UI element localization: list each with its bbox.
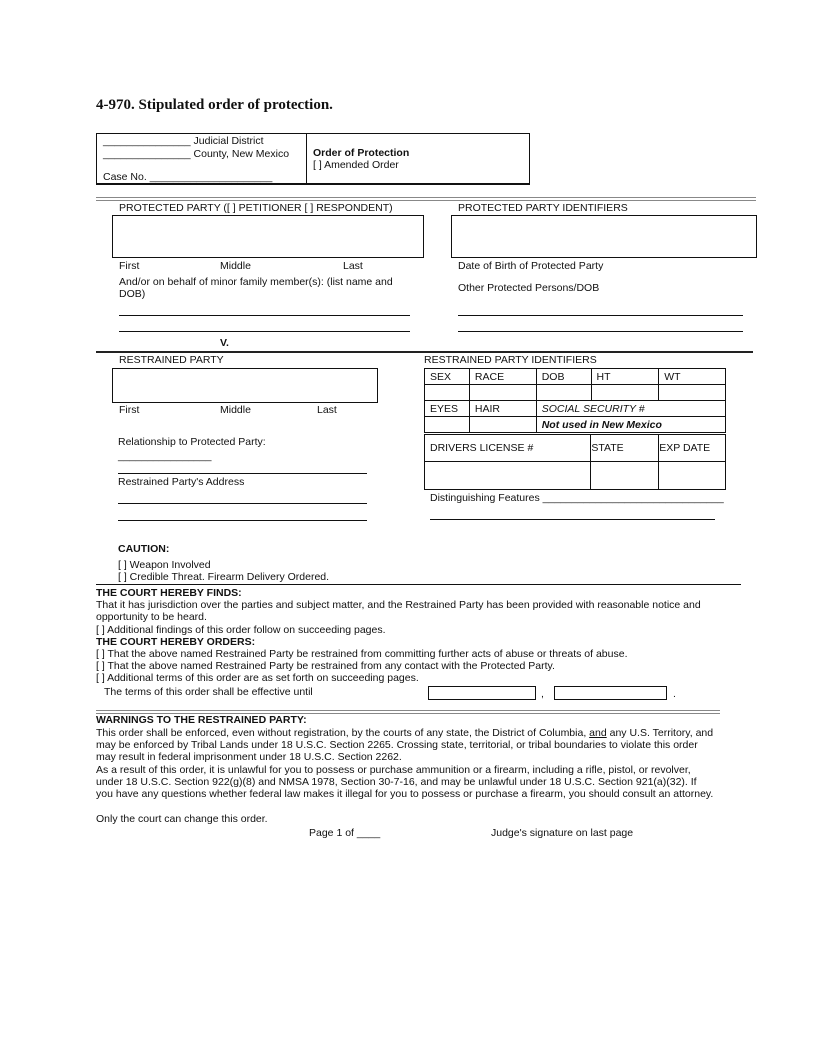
versus-label: V. xyxy=(220,337,229,349)
relationship-label: Relationship to Protected Party: xyxy=(118,436,266,448)
license-table xyxy=(424,434,726,490)
warnings-paragraph-2: As a result of this order, it is unlawful for you to possess or purchase ammunition or a firearm, including a rifle, pistol, or revolver, under 18 U.S.C. Section 922(g)(8) and NMSA 1978, Section 30-7-16, and may be unlawful under 18 U.S.C. Section 921(a)(32). If you have any questions whether federal law makes it illegal for you to possess or purchase a firearm, you should consult an attorney. xyxy=(96,764,714,801)
protected-first-label: First xyxy=(119,260,140,272)
drivers-license-field[interactable] xyxy=(425,462,591,490)
race-field[interactable] xyxy=(469,385,536,401)
restrained-last-label: Last xyxy=(317,404,337,416)
restrained-identifiers-table xyxy=(424,368,726,433)
case-no-blank[interactable]: _____________________ xyxy=(149,171,273,183)
license-exp-date-field[interactable] xyxy=(659,462,726,490)
order-additional-terms-checkbox[interactable]: [ ] Additional terms of this order are as set forth on succeeding pages. xyxy=(96,672,419,684)
district-label: Judicial District xyxy=(193,135,264,147)
warnings-p1-end: any U.S. Territory, and may be enforced by Tribal Lands under 18 U.S.C. Section 2265. Crossing state, territorial, or tribal boundaries to violate this order may result in federal imprisonment under 18 U.S.C. Section 2262. xyxy=(96,727,714,764)
additional-findings-checkbox[interactable]: [ ] Additional findings of this order follow on succeeding pages. xyxy=(96,624,386,636)
distinguishing-features-line[interactable] xyxy=(430,492,724,504)
ht-field[interactable] xyxy=(591,385,659,401)
findings-heading: THE COURT HEREBY FINDS: xyxy=(96,587,242,599)
eyes-field[interactable] xyxy=(425,417,470,433)
caution-heading: CAUTION: xyxy=(118,543,170,555)
effective-comma: , xyxy=(541,688,544,700)
county-label: County, New Mexico xyxy=(193,148,290,160)
page-number: Page 1 of ____ xyxy=(309,827,381,839)
race-label: RACE xyxy=(469,369,536,385)
protected-middle-label: Middle xyxy=(220,260,251,272)
order-no-contact-checkbox[interactable]: [ ] That the above named Restrained Party be restrained from any contact with the Protected Party. xyxy=(96,660,555,672)
wt-label: WT xyxy=(659,369,726,385)
warnings-p1-start: This order shall be enforced, even without registration, by the courts of any state, the District of Columbia, xyxy=(96,727,587,739)
sex-label: SEX xyxy=(425,369,470,385)
address-line-1[interactable] xyxy=(118,503,367,504)
license-state-field[interactable] xyxy=(591,462,659,490)
amended-order-checkbox[interactable]: [ ] Amended Order xyxy=(313,159,399,171)
restrained-party-heading: RESTRAINED PARTY xyxy=(119,354,224,366)
ht-label: HT xyxy=(591,369,659,385)
warnings-p1-and: and xyxy=(589,727,607,739)
protected-party-identifiers-field[interactable] xyxy=(451,215,757,258)
protected-dob-label: Date of Birth of Protected Party xyxy=(458,260,604,272)
other-persons-line-2[interactable] xyxy=(458,331,743,332)
restrained-identifiers-heading: RESTRAINED PARTY IDENTIFIERS xyxy=(424,354,597,366)
district-line[interactable] xyxy=(103,135,264,147)
orders-heading: THE COURT HEREBY ORDERS: xyxy=(96,636,256,648)
table-row xyxy=(425,369,726,385)
restrained-party-name-field[interactable] xyxy=(112,368,378,403)
weapon-involved-checkbox[interactable]: [ ] Weapon Involved xyxy=(118,559,211,571)
other-persons-line-1[interactable] xyxy=(458,315,743,316)
hair-field[interactable] xyxy=(469,417,536,433)
restrained-middle-label: Middle xyxy=(220,404,251,416)
findings-text: That it has jurisdiction over the parties and subject matter, and the Restrained Party has been provided with reasonable notice and opportunity to be heard. xyxy=(96,599,701,624)
other-protected-persons-label: Other Protected Persons/DOB xyxy=(458,282,600,294)
warnings-paragraph-1 xyxy=(96,727,716,764)
address-line-2[interactable] xyxy=(118,520,367,521)
order-title: Order of Protection xyxy=(313,147,410,159)
caution-divider xyxy=(96,584,741,585)
distinguishing-features-line-2[interactable] xyxy=(430,519,715,520)
case-no-line[interactable] xyxy=(103,171,272,183)
case-no-label: Case No. xyxy=(103,171,147,183)
drivers-license-label: DRIVERS LICENSE # xyxy=(425,435,591,462)
table-row xyxy=(425,417,726,433)
relationship-line[interactable] xyxy=(118,473,367,474)
wt-field[interactable] xyxy=(659,385,726,401)
protected-identifiers-heading: PROTECTED PARTY IDENTIFIERS xyxy=(458,202,628,214)
effective-until-field-1[interactable] xyxy=(428,686,536,700)
warnings-heading: WARNINGS TO THE RESTRAINED PARTY: xyxy=(96,714,307,726)
county-line[interactable] xyxy=(103,148,289,160)
effective-until-label: The terms of this order shall be effective until xyxy=(104,686,313,698)
section-divider xyxy=(96,197,756,201)
restrained-first-label: First xyxy=(119,404,140,416)
effective-period: . xyxy=(673,688,676,700)
versus-divider xyxy=(96,351,753,353)
minor-family-label: And/or on behalf of minor family member(s): (list name and DOB) xyxy=(119,276,393,301)
protected-party-name-field[interactable] xyxy=(112,215,424,258)
protected-last-label: Last xyxy=(343,260,363,272)
license-state-label: STATE xyxy=(591,435,659,462)
district-blank[interactable]: _______________ xyxy=(103,135,191,147)
table-row xyxy=(425,385,726,401)
minor-family-line-2[interactable] xyxy=(119,331,410,332)
protected-party-heading: PROTECTED PARTY ([ ] PETITIONER [ ] RESPONDENT) xyxy=(119,202,393,214)
distinguishing-features-blank[interactable]: _______________________________ xyxy=(542,492,724,504)
credible-threat-checkbox[interactable]: [ ] Credible Threat. Firearm Delivery Ordered. xyxy=(118,571,330,583)
order-no-abuse-checkbox[interactable]: [ ] That the above named Restrained Party be restrained from committing further acts of abuse or threats of abuse. xyxy=(96,648,628,660)
minor-family-line-1[interactable] xyxy=(119,315,410,316)
form-title: 4-970. Stipulated order of protection. xyxy=(96,97,333,113)
warnings-paragraph-3: Only the court can change this order. xyxy=(96,813,268,825)
dob-label: DOB xyxy=(536,369,591,385)
table-row xyxy=(425,435,726,462)
table-row xyxy=(425,462,726,490)
table-row xyxy=(425,401,726,417)
relationship-blank[interactable]: ________________ xyxy=(118,450,212,462)
effective-until-field-2[interactable] xyxy=(554,686,667,700)
judge-signature-note: Judge's signature on last page xyxy=(491,827,634,839)
dob-field[interactable] xyxy=(536,385,591,401)
restrained-address-label: Restrained Party's Address xyxy=(118,476,245,488)
sex-field[interactable] xyxy=(425,385,470,401)
ssn-label: SOCIAL SECURITY # xyxy=(536,401,725,417)
ssn-not-used-note: Not used in New Mexico xyxy=(536,417,725,433)
license-exp-date-label: EXP DATE xyxy=(659,435,726,462)
county-blank[interactable]: _______________ xyxy=(103,148,191,160)
distinguishing-features-label: Distinguishing Features xyxy=(430,492,540,504)
hair-label: HAIR xyxy=(469,401,536,417)
eyes-label: EYES xyxy=(425,401,470,417)
